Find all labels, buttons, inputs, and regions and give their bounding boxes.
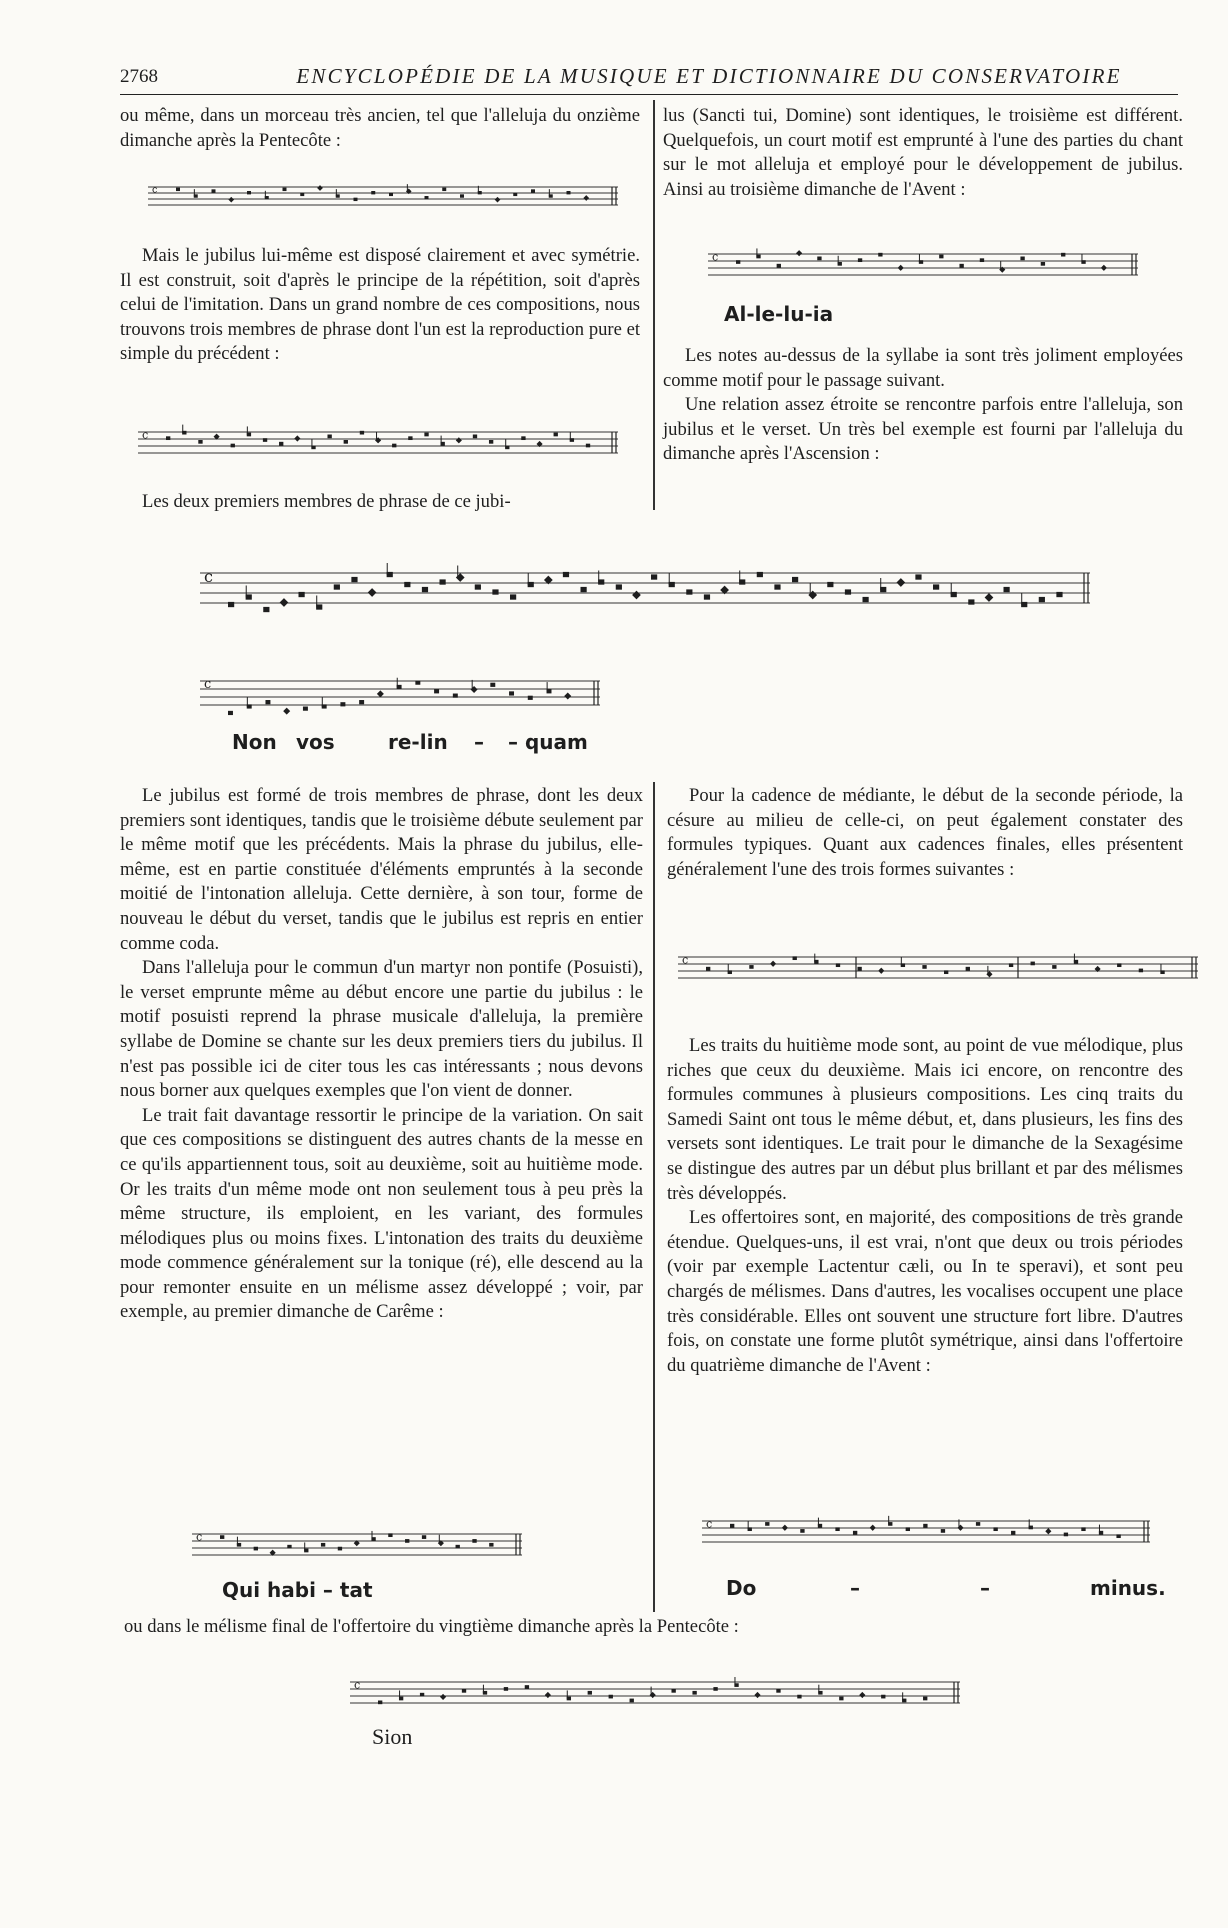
neume bbox=[827, 582, 833, 587]
neume bbox=[254, 1547, 258, 1551]
neume bbox=[525, 1685, 529, 1689]
neume bbox=[321, 1543, 325, 1547]
neume bbox=[490, 683, 495, 687]
neume bbox=[616, 584, 622, 589]
neume bbox=[1117, 963, 1121, 967]
chant-staff bbox=[200, 670, 600, 722]
neume bbox=[327, 434, 331, 438]
neume bbox=[986, 971, 992, 977]
neume bbox=[777, 264, 781, 268]
paragraph: Une relation assez étroite se rencontre parfois entre l'alleluja, son jubilus et le verset. Un très bel exemple est fourni par l'alleluja du dimanche après l'Ascension : bbox=[663, 394, 1183, 465]
neume bbox=[176, 188, 180, 191]
paragraph: Les traits du huitième mode sont, au point de vue mélodique, plus riches que ceux du deuxième. Mais ici encore, on rencontre des formules communes à plusieurs compositions. Les cinq traits du Samedi Saint ont tous le même début, et, dans plusieurs, les fins des versets sont identiques. Le trait pour le dimanche de la Sexagésime se distingue des autres par un début plus brillant et par des mélismes très développés. bbox=[667, 1035, 1183, 1204]
neume bbox=[359, 700, 364, 704]
neume bbox=[495, 197, 501, 203]
neume bbox=[782, 1525, 788, 1531]
chant-example-dominus bbox=[702, 1512, 1150, 1554]
neume bbox=[405, 1539, 409, 1543]
neume bbox=[797, 1695, 801, 1699]
neume bbox=[776, 1689, 780, 1693]
neume bbox=[299, 592, 305, 597]
neume bbox=[671, 1689, 675, 1693]
neume bbox=[835, 1527, 839, 1531]
neume bbox=[317, 185, 323, 191]
neume bbox=[440, 1694, 446, 1700]
clef-icon: c bbox=[152, 184, 158, 196]
neume bbox=[736, 260, 740, 264]
neume bbox=[300, 193, 304, 196]
neume bbox=[462, 1689, 466, 1693]
neume bbox=[460, 194, 464, 197]
neume bbox=[287, 1545, 291, 1549]
neume bbox=[509, 691, 514, 695]
neume bbox=[704, 594, 710, 599]
neume bbox=[303, 707, 308, 711]
neume bbox=[492, 589, 498, 594]
neume bbox=[1004, 587, 1010, 592]
neume bbox=[944, 970, 948, 974]
neume bbox=[471, 686, 478, 693]
neume bbox=[581, 587, 587, 592]
clef-icon: c bbox=[712, 250, 719, 264]
chant-example-cadences bbox=[678, 948, 1198, 990]
neume bbox=[1064, 1533, 1068, 1537]
lyric-alleluia: Al-le-lu-ia bbox=[724, 302, 834, 326]
neume bbox=[475, 584, 481, 589]
neume bbox=[754, 1692, 760, 1698]
neume bbox=[513, 193, 517, 196]
left-mid-column bbox=[120, 784, 643, 1325]
lyric-non: Non bbox=[232, 730, 277, 754]
neume bbox=[378, 1700, 382, 1704]
neume bbox=[898, 265, 904, 271]
neume bbox=[388, 1533, 392, 1537]
neume bbox=[198, 440, 202, 444]
neume bbox=[375, 437, 381, 443]
neume bbox=[817, 256, 821, 260]
chant-staff bbox=[678, 948, 1198, 990]
neume bbox=[757, 572, 763, 577]
neume bbox=[263, 607, 269, 612]
neume bbox=[881, 1695, 885, 1699]
neume bbox=[283, 708, 290, 715]
neume bbox=[692, 1691, 696, 1695]
neume bbox=[933, 584, 939, 589]
neume bbox=[1061, 253, 1065, 257]
neume bbox=[247, 191, 251, 194]
chant-example-advent bbox=[708, 244, 1138, 288]
neume bbox=[968, 599, 974, 604]
clef-icon: c bbox=[204, 677, 212, 693]
lyric-sion: Sion bbox=[372, 1724, 413, 1749]
neume bbox=[957, 1525, 963, 1531]
neume bbox=[166, 436, 170, 440]
lyric-dash-2: – bbox=[980, 1576, 990, 1600]
neume bbox=[939, 255, 943, 259]
right-top-column-2 bbox=[663, 344, 1183, 467]
neume bbox=[1101, 265, 1107, 271]
neume bbox=[923, 1697, 927, 1701]
neume bbox=[489, 440, 493, 444]
neume bbox=[334, 584, 340, 589]
chant-staff bbox=[138, 422, 618, 466]
neume bbox=[440, 579, 446, 584]
neume bbox=[749, 965, 753, 969]
neume bbox=[1041, 262, 1045, 266]
clef-icon: c bbox=[354, 1678, 361, 1692]
neume bbox=[377, 690, 384, 697]
neume bbox=[212, 189, 216, 192]
neume bbox=[1039, 597, 1045, 602]
lyric-minus: minus. bbox=[1090, 1576, 1166, 1600]
neume bbox=[1031, 962, 1035, 966]
neume bbox=[453, 694, 458, 698]
neume bbox=[863, 597, 869, 602]
neume bbox=[228, 711, 233, 715]
neume bbox=[280, 598, 289, 607]
chant-staff bbox=[148, 178, 618, 218]
left-top-column-3 bbox=[120, 490, 640, 515]
chant-example-careme bbox=[192, 1524, 522, 1570]
neume bbox=[456, 1545, 460, 1549]
neume bbox=[878, 253, 882, 257]
neume bbox=[792, 577, 798, 582]
neume bbox=[1052, 965, 1056, 969]
neume bbox=[870, 1525, 876, 1531]
neume bbox=[1009, 963, 1013, 967]
neume bbox=[442, 188, 446, 191]
neume bbox=[422, 1535, 426, 1539]
neume bbox=[472, 1539, 476, 1543]
neume bbox=[567, 191, 571, 194]
clef-icon: c bbox=[204, 567, 213, 586]
lyric-do: Do bbox=[726, 1576, 757, 1600]
neume bbox=[220, 1535, 224, 1539]
neume bbox=[915, 574, 921, 579]
neume bbox=[368, 588, 377, 597]
lyric-vos: vos bbox=[296, 730, 335, 754]
lyric-dash-1: – bbox=[850, 1576, 860, 1600]
neume bbox=[985, 593, 994, 602]
neume bbox=[456, 573, 465, 582]
neume bbox=[859, 1692, 865, 1698]
neume bbox=[730, 1524, 734, 1528]
paragraph: Le jubilus est formé de trois membres de phrase, dont les deux premiers sont identiques, tandis que le troisième débute seulement par le même motif que les précédents. Mais la phrase du jubilus, elle-même, est en partie constituée d'éléments empruntés à la seconde moitié de l'intonation alleluja. Cette dernière, à son tour, forme de nouveau le début du verset, tandis que le jubilus est repris en entier comme coda. bbox=[120, 785, 643, 954]
neume bbox=[354, 198, 358, 201]
left-top-column-2 bbox=[120, 244, 640, 367]
chant-staff bbox=[708, 244, 1138, 288]
neume bbox=[473, 434, 477, 438]
right-mid-column-2 bbox=[667, 1034, 1183, 1378]
bottom-line: ou dans le mélisme final de l'offertoire du vingtième dimanche après la Pentecôte : bbox=[124, 1616, 739, 1637]
neume bbox=[857, 967, 861, 971]
lyric-dash: – bbox=[474, 730, 484, 754]
neume bbox=[588, 1691, 592, 1695]
paragraph: Mais le jubilus lui-même est disposé clairement et avec symétrie. Il est construit, soit d'après le principe de la répétition, soit d'après celui de l'imitation. Dans un grand nombre de ces compositions, nous trouvons trois membres de phrase dont l'un est la reproduction pure et simple du précédent : bbox=[120, 245, 640, 365]
column-divider-middle bbox=[653, 782, 655, 1612]
neume bbox=[839, 1697, 843, 1701]
chant-example-verse bbox=[200, 670, 600, 722]
neume bbox=[420, 1693, 424, 1697]
paragraph: Les deux premiers membres de phrase de ce jubi- bbox=[142, 491, 511, 512]
neume bbox=[294, 435, 300, 441]
neume bbox=[1045, 1528, 1051, 1534]
chant-staff bbox=[350, 1672, 960, 1718]
neume bbox=[630, 1699, 634, 1703]
neume bbox=[966, 967, 970, 971]
neume bbox=[424, 433, 428, 437]
neume bbox=[845, 589, 851, 594]
chant-staff bbox=[192, 1524, 522, 1570]
chant-staff bbox=[702, 1512, 1150, 1554]
neume bbox=[528, 696, 533, 700]
neume bbox=[686, 589, 692, 594]
paragraph: Le trait fait davantage ressortir le principe de la variation. On sait que ces compositions se distinguent des autres chants de la messe en ce qu'ils appartiennent tous, soit au deuxième, soit au huitième mode. Or les traits d'un même mode ont non seulement tous à peu près la même structure, ils emploient, en les variant, des formules mélodiques plus ou moins fixes. L'intonation des traits du deuxième mode commence généralement sur la tonique (ré), elle descend au la pour remonter ensuite en un mélisme assez développé ; voir, par exemple, au premier dimanche de Carême : bbox=[120, 1104, 643, 1323]
neume bbox=[338, 1547, 342, 1551]
neume bbox=[858, 258, 862, 262]
neume bbox=[959, 264, 963, 268]
chant-example-ascension bbox=[200, 560, 1090, 620]
clef-icon: c bbox=[706, 1517, 713, 1531]
neume bbox=[1056, 592, 1062, 597]
neume bbox=[999, 267, 1005, 273]
neume bbox=[808, 591, 817, 600]
neume bbox=[1081, 1527, 1085, 1531]
column-divider-top bbox=[653, 100, 655, 510]
right-mid-column bbox=[667, 784, 1183, 882]
running-title: ENCYCLOPÉDIE DE LA MUSIQUE ET DICTIONNAIRE DU CONSERVATOIRE bbox=[296, 64, 1122, 88]
neume bbox=[922, 965, 926, 969]
clef-icon: c bbox=[142, 428, 149, 442]
neume bbox=[228, 197, 234, 203]
neume bbox=[650, 1692, 656, 1698]
neume bbox=[265, 700, 270, 704]
neume bbox=[422, 587, 428, 592]
neume bbox=[586, 444, 590, 448]
lyric-quam: – quam bbox=[508, 730, 588, 754]
neume bbox=[231, 444, 235, 448]
neume bbox=[765, 1522, 769, 1526]
neume bbox=[371, 191, 375, 194]
neume bbox=[941, 1529, 945, 1533]
neume bbox=[392, 444, 396, 448]
neume bbox=[896, 578, 905, 587]
paragraph: ou même, dans un morceau très ancien, tel que l'alleluja du onzième dimanche après la Pentecôte : bbox=[120, 105, 640, 151]
neume bbox=[545, 1692, 551, 1698]
neume bbox=[609, 1695, 613, 1699]
neume bbox=[456, 437, 462, 443]
neume bbox=[228, 602, 234, 607]
neume bbox=[434, 689, 439, 693]
neume bbox=[563, 572, 569, 577]
neume bbox=[800, 1529, 804, 1533]
lyric-qui-habitat: Qui habi – tat bbox=[222, 1578, 373, 1602]
lyric-re-lin: re-lin bbox=[388, 730, 448, 754]
neume bbox=[993, 1527, 997, 1531]
neume bbox=[263, 438, 267, 442]
left-top-column bbox=[120, 104, 640, 153]
right-top-column bbox=[663, 104, 1183, 202]
page-number: 2768 bbox=[120, 66, 158, 87]
neume bbox=[906, 1527, 910, 1531]
neume bbox=[389, 193, 393, 196]
chant-example-repetition bbox=[138, 422, 618, 466]
neume bbox=[415, 681, 420, 685]
neume bbox=[774, 584, 780, 589]
paragraph: lus (Sancti tui, Domine) sont identiques, le troisième est différent. Quelquefois, un court motif est emprunté à l'une des parties du chant sur le mot alleluja et employé pour le développement de jubilus. Ainsi au troisième dimanche de l'Avent : bbox=[663, 105, 1183, 200]
neume bbox=[853, 1531, 857, 1535]
neume bbox=[531, 189, 535, 192]
chant-example-pentecost bbox=[148, 178, 618, 218]
neume bbox=[976, 1522, 980, 1526]
neume bbox=[489, 1543, 493, 1547]
chant-example-sion bbox=[350, 1672, 960, 1718]
neume bbox=[283, 188, 287, 191]
neume bbox=[1011, 1531, 1015, 1535]
paragraph: Pour la cadence de médiante, le début de la seconde période, la césure au milieu de celle-ci, on peut également constater des formules typiques. Quant aux cadences finales, elles présentent généralement l'une des trois formes suivantes : bbox=[667, 785, 1183, 880]
paragraph: Les notes au-dessus de la syllabe ia sont très joliment employées comme motif pour le passage suivant. bbox=[663, 345, 1183, 391]
neume bbox=[632, 591, 641, 600]
neume bbox=[279, 442, 283, 446]
chant-staff bbox=[200, 560, 1090, 620]
neume bbox=[793, 956, 797, 960]
neume bbox=[836, 963, 840, 967]
neume bbox=[713, 1687, 717, 1691]
neume bbox=[554, 433, 558, 437]
clef-icon: c bbox=[196, 1530, 203, 1544]
page-header bbox=[120, 62, 1178, 95]
neume bbox=[651, 574, 657, 579]
neume bbox=[564, 692, 571, 699]
neume bbox=[923, 1524, 927, 1528]
neume bbox=[878, 968, 884, 974]
neume bbox=[344, 440, 348, 444]
neume bbox=[980, 258, 984, 262]
neume bbox=[583, 195, 589, 201]
neume bbox=[770, 961, 776, 967]
neume bbox=[706, 967, 710, 971]
neume bbox=[404, 582, 410, 587]
neume bbox=[521, 436, 525, 440]
clef-icon: c bbox=[682, 953, 689, 967]
neume bbox=[504, 1687, 508, 1691]
neume bbox=[351, 577, 357, 582]
paragraph: Les offertoires sont, en majorité, des compositions de très grande étendue. Quelques-uns, il est vrai, n'ont que deux ou trois périodes (voir par exemple Lactentur cæli, ou In te speravi), et sont peu chargés de mélismes. Dans d'autres, les vocalises occupent une place très considérable. Elles ont souvent une structure fort libre. D'autres fois, on constate une forme plutôt symétrique, ainsi dans l'offertoire du quatrième dimanche de l'Avent : bbox=[667, 1207, 1183, 1376]
neume bbox=[510, 594, 516, 599]
neume bbox=[1116, 1534, 1120, 1538]
neume bbox=[360, 431, 364, 435]
neume bbox=[1020, 256, 1024, 260]
neume bbox=[1139, 969, 1143, 973]
neume bbox=[408, 436, 412, 440]
neume bbox=[425, 196, 429, 199]
paragraph: Dans l'alleluja pour le commun d'un martyr non pontife (Posuisti), le verset emprunte même au début encore une partie du jubilus : le motif posuisti reprend la phrase musicale d'alleluja, la première syllabe de Domine se chante sur les deux premiers tiers du jubilus. Il n'est pas possible ici de citer tous les cas intéressants ; nous devons nous borner aux quelques exemples que l'on vient de donner. bbox=[120, 957, 643, 1102]
neume bbox=[796, 250, 802, 256]
neume bbox=[340, 702, 345, 706]
